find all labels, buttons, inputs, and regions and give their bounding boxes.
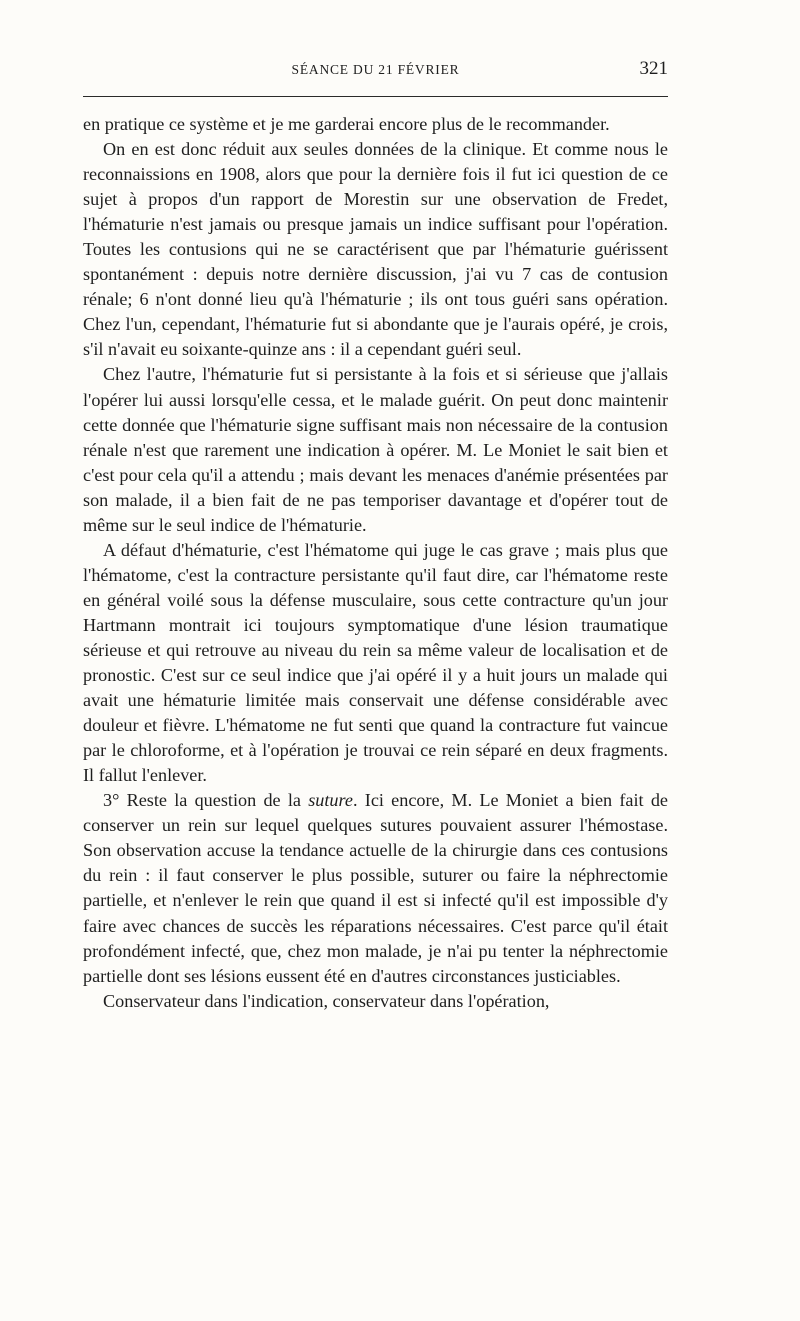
paragraph-2: On en est donc réduit aux seules données de la clinique. Et comme nous le reconnaissions en 1908, alors que pour la dernière fois il fut ici question de ce sujet à propos d'un rapport de Morestin sur une observation de Fredet, l'hématurie n'est jamais ou presque jamais un indice suffisant pour l'opération. Toutes les contusions qui ne se caractérisent que par l'hématurie guérissent spontanément : depuis notre dernière discussion, j'ai vu 7 cas de contusion rénale; 6 n'ont donné lieu qu'à l'hématurie ; ils ont tous guéri sans opération. Chez l'un, cependant, l'hématurie fut si abondante que je l'aurais opéré, je crois, s'il n'avait eu soixante-quinze ans : il a cependant guéri seul. [83,139,668,360]
emphasized-word: suture [308,790,353,811]
paragraph-6: Conservateur dans l'indication, conservateur dans l'opération, [103,990,550,1011]
body-text [83,112,668,1014]
paragraph-5: 3° Reste la question de la suture. Ici encore, M. Le Moniet a bien fait de conserver un rein sur lequel quelques sutures pouvaient assurer l'hémostase. Son observation accuse la tendance actuelle de la chirurgie dans ces contusions du rein : il faut conserver le plus possible, suturer ou faire la néphrectomie partielle, et n'enlever le rein que quand il est si infecté qu'il est impossible d'y faire avec chances de succès les réparations nécessaires. C'est parce qu'il était profondément infecté, que, chez mon malade, je n'ai pu tenter la néphrectomie partielle dont ses lésions eussent été en d'autres circonstances justiciables. [83,790,668,986]
page-number: 321 [639,58,668,79]
paragraph-1: en pratique ce système et je me garderai encore plus de le recommander. [83,114,610,134]
paragraph-4: A défaut d'hématurie, c'est l'hématome qui juge le cas grave ; mais plus que l'hématome, c'est la contracture persistante qu'il faut dire, car l'hématome reste en général voilé sous la défense musculaire, sous cette contracture qu'un jour Hartmann montrait ici toujours symptomatique d'une lésion traumatique sérieuse et qui retrouve au niveau du rein sa même valeur de localisation et de pronostic. C'est sur ce seul indice que j'ai opéré il y a huit jours un malade qui avait une hématurie limitée mais conservait une défense considérable avec douleur et fièvre. L'hématome ne fut senti que quand la contracture fut vaincue par le chloroforme, et à l'opération je trouvai ce rein séparé en deux fragments. Il fallut l'enlever. [83,539,668,786]
paragraph-3: Chez l'autre, l'hématurie fut si persistante à la fois et si sérieuse que j'allais l'opérer lui aussi lorsqu'elle cessa, et le malade guérit. On peut donc maintenir cette donnée que l'hématurie signe suffisant mais non nécessaire de la contusion rénale n'est que rarement une indication à opérer. M. Le Moniet le sait bien et c'est pour cela qu'il a attendu ; mais devant les menaces d'anémie présentées par son malade, il a bien fait de ne pas temporiser davantage et d'opérer tout de même sur le seul indice de l'hématurie. [83,364,668,535]
page-header [83,58,668,84]
header-rule [83,96,668,97]
running-title: SÉANCE DU 21 FÉVRIER [291,62,460,77]
